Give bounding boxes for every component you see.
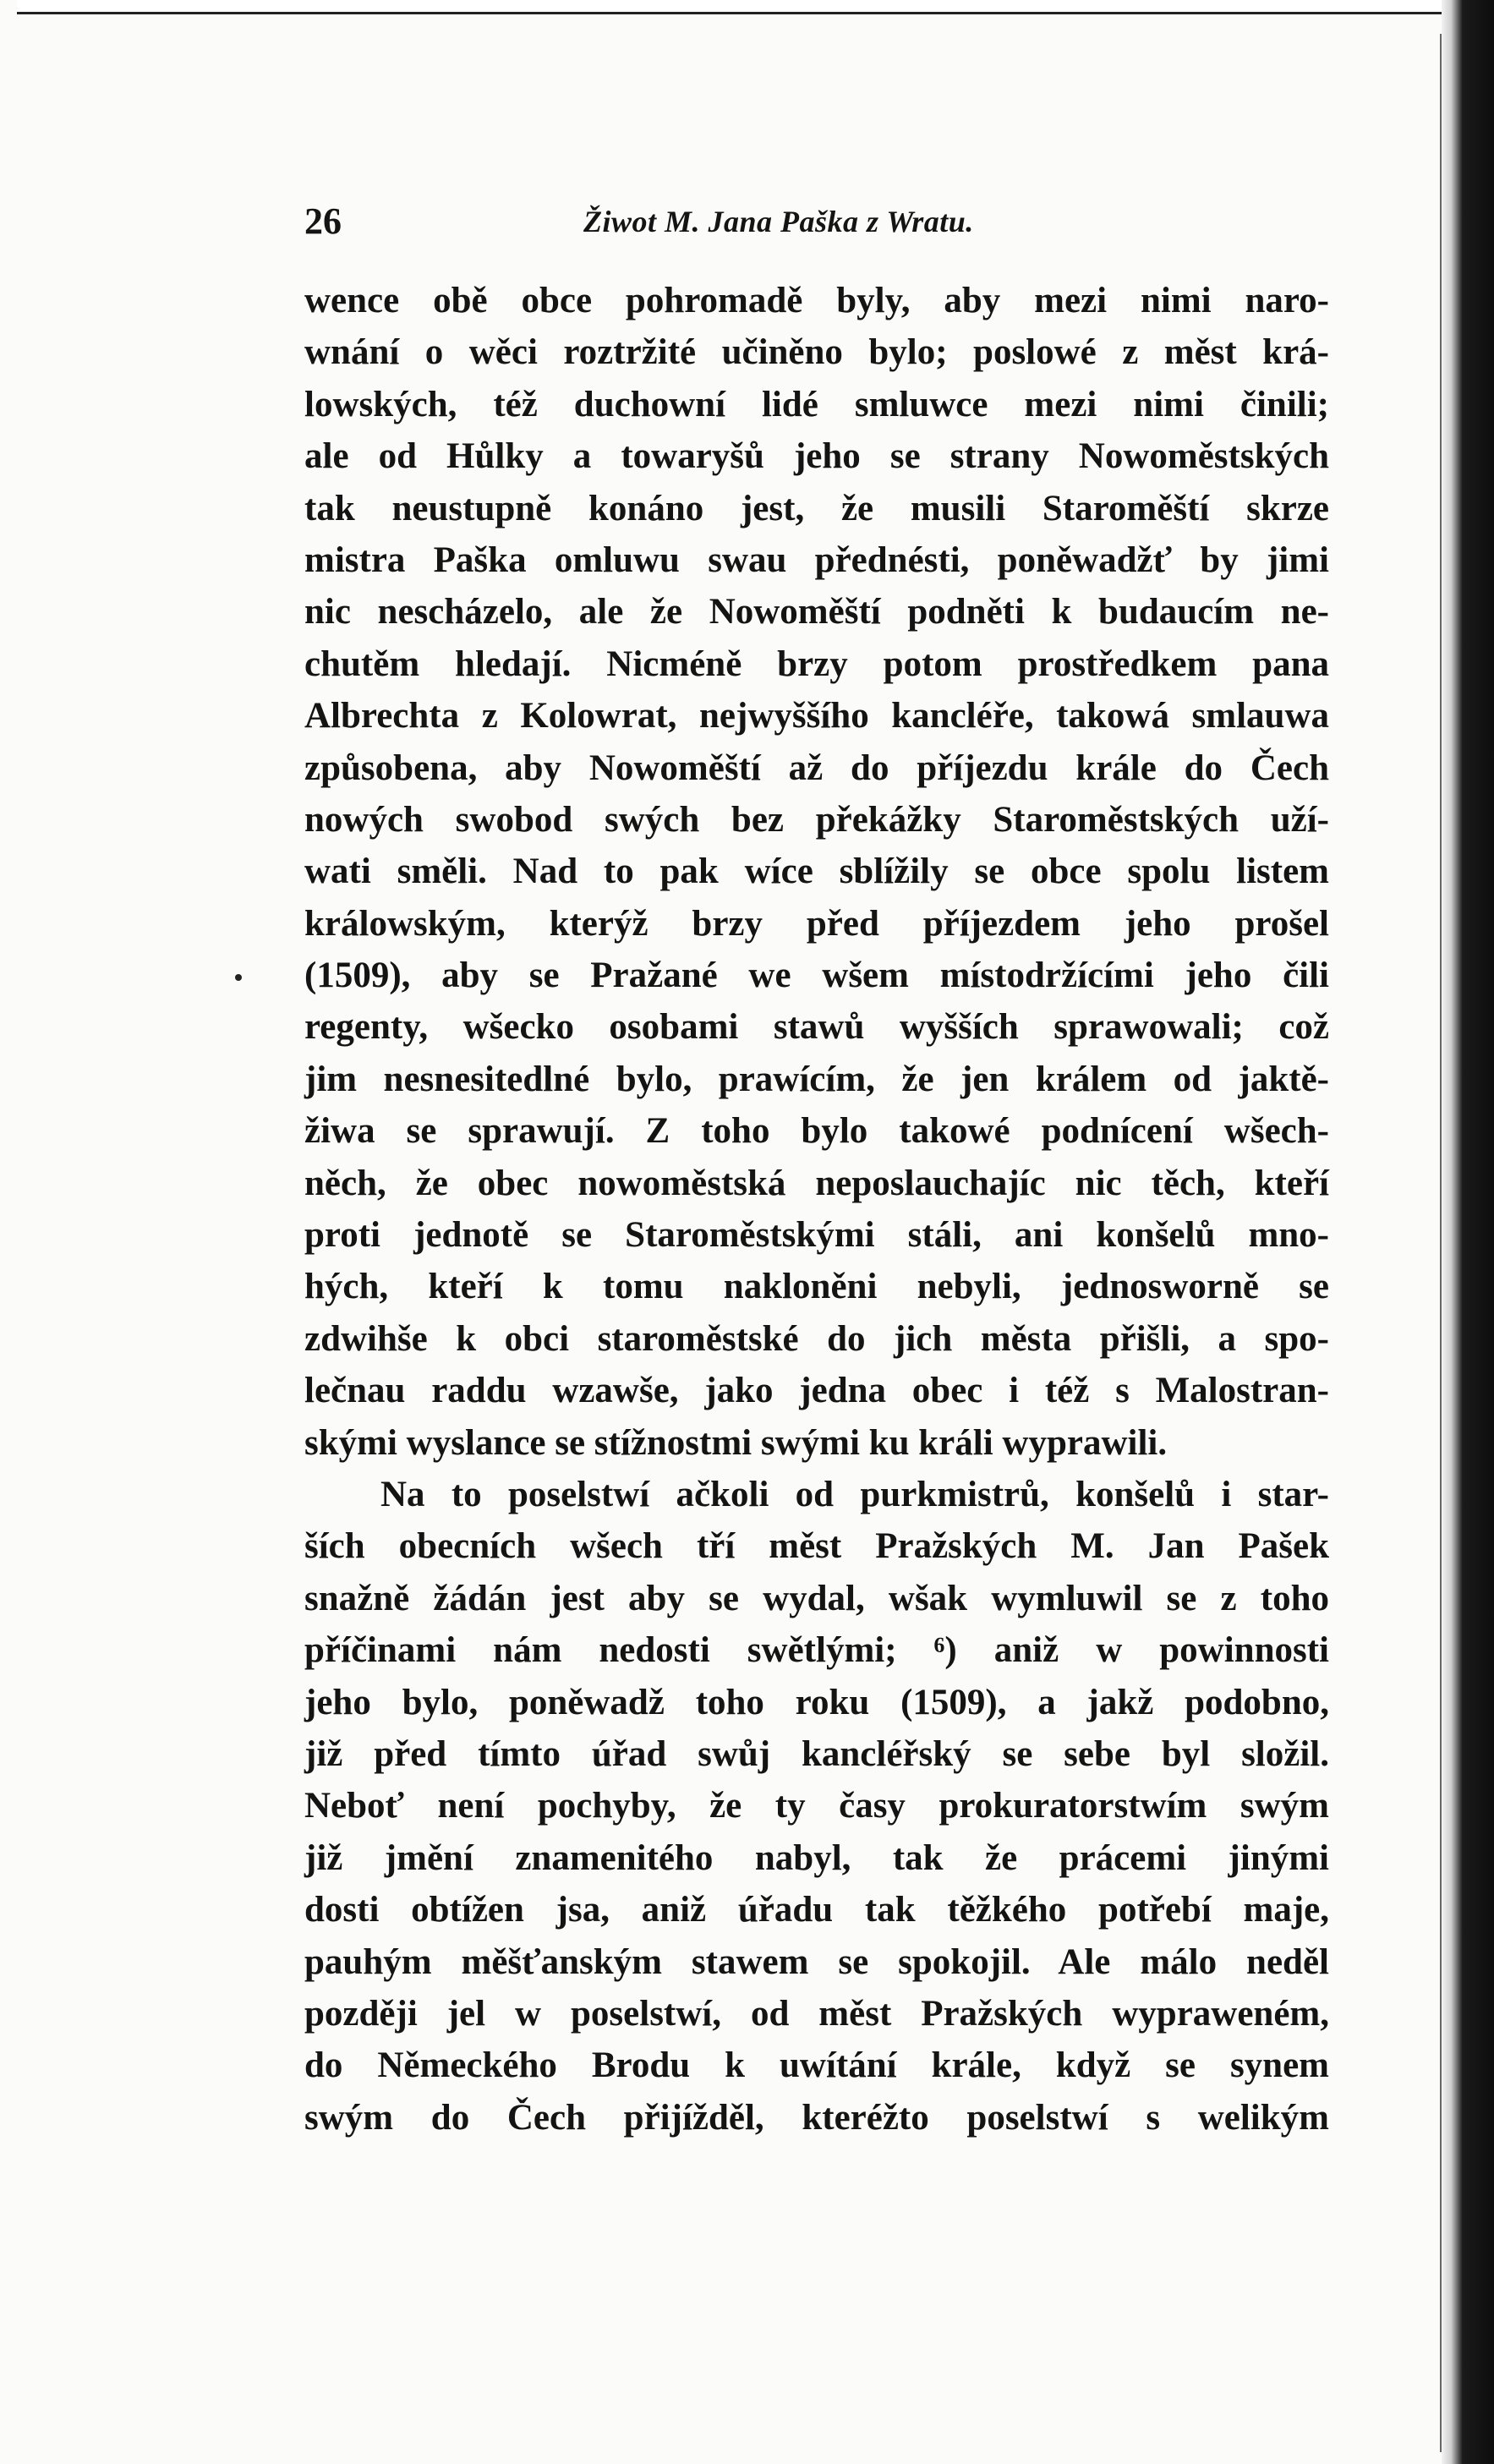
- text-line: lowských, též duchowní lidé smluwce mezi nimi činili;: [304, 384, 1329, 424]
- margin-mark: [235, 974, 242, 981]
- text-line: Neboť není pochyby, že ty časy prokuratorstwím swým: [304, 1786, 1329, 1826]
- running-header: [304, 196, 1201, 247]
- text-line: regenty, wšecko osobami stawů wyšších sprawowali; což: [304, 1007, 1329, 1048]
- running-title: Žiwot M. Jana Paška z Wratu.: [583, 205, 974, 238]
- text-line: mistra Paška omluwu swau přednésti, poněwadžť by jimi: [304, 539, 1329, 580]
- text-line: zdwihše k obci staroměstské do jich města přišli, a spo-: [304, 1318, 1329, 1359]
- text-line: lečnau raddu wzawše, jako jedna obec i též s Malostran-: [304, 1371, 1329, 1411]
- text-line: wati směli. Nad to pak wíce sblížily se obce spolu listem: [304, 851, 1329, 892]
- text-line: swým do Čech přijížděl, kteréžto poselstwí s welikým: [304, 2097, 1329, 2138]
- text-line: wence obě obce pohromadě byly, aby mezi nimi naro-: [304, 281, 1329, 320]
- text-line: proti jednotě se Staroměstskými stáli, ani konšelů mno-: [304, 1215, 1329, 1256]
- text-line: wnání o wěci roztržité učiněno bylo; poslowé z měst krá-: [304, 332, 1329, 373]
- text-line: něch, že obec nowoměstská neposlauchajíc nic těch, kteří: [304, 1163, 1329, 1203]
- text-line: ších obecních wšech tří měst Pražských M. Jan Pašek: [304, 1526, 1329, 1567]
- body-text: [304, 275, 1329, 2144]
- text-line: jim nesnesitedlné bylo, prawícím, že jen králem od jaktě-: [304, 1059, 1329, 1099]
- text-line: způsobena, aby Nowoměští až do příjezdu krále do Čech: [304, 747, 1329, 788]
- paragraph-start-line: Na to poselstwí ačkoli od purkmistrů, konšelů i star-: [380, 1474, 1329, 1514]
- page-number: 26: [304, 200, 342, 242]
- text-line: snažně žádán jest aby se wydal, wšak wymluwil se z toho: [304, 1578, 1329, 1618]
- text-line: pauhým měšťanským stawem se spokojil. Ale málo neděl: [304, 1941, 1329, 1982]
- page-top-edge: [17, 0, 1446, 14]
- text-line: příčinami nám nedosti swětlými; ⁶) aniž w powinnosti: [304, 1630, 1329, 1671]
- text-line: Albrechta z Kolowrat, nejwyššího kancléře, takowá smlauwa: [304, 696, 1329, 736]
- text-line: králowským, kterýž brzy před příjezdem jeho prošel: [304, 903, 1329, 944]
- binding-shadow: [1442, 0, 1494, 2464]
- text-line: tak neustupně konáno jest, že musili Staroměští skrze: [304, 488, 1329, 528]
- text-line: ale od Hůlky a towaryšů jeho se strany Nowoměstských: [304, 436, 1329, 477]
- text-line: chutěm hledají. Nicméně brzy potom prostředkem pana: [304, 643, 1329, 684]
- text-line: nic nescházelo, ale že Nowoměští podněti k budaucím ne-: [304, 592, 1329, 632]
- text-line: později jel w poselstwí, od měst Pražských wypraweném,: [304, 1993, 1329, 2034]
- text-line: dosti obtížen jsa, aniž úřadu tak těžkého potřebí maje,: [304, 1890, 1329, 1930]
- text-line: nowých swobod swých bez překážky Staroměstských uží-: [304, 799, 1329, 840]
- text-line: již před tímto úřad swůj kancléřský se sebe byl složil.: [304, 1733, 1329, 1774]
- text-line: do Německého Brodu k uwítání krále, když se synem: [304, 2045, 1329, 2086]
- text-line: (1509), aby se Pražané we wšem místodržícími jeho čili: [304, 955, 1329, 996]
- text-line: hých, kteří k tomu nakloněni nebyli, jednosworně se: [304, 1267, 1329, 1307]
- text-line: žiwa se sprawují. Z toho bylo takowé podnícení wšech-: [304, 1111, 1329, 1152]
- text-line: již jmění znamenitého nabyl, tak že prácemi jinými: [304, 1837, 1329, 1878]
- paragraph-end-line: skými wyslance se stížnostmi swými ku králi wyprawili.: [304, 1422, 1168, 1463]
- text-line: jeho bylo, poněwadž toho roku (1509), a jakž podobno,: [304, 1682, 1329, 1722]
